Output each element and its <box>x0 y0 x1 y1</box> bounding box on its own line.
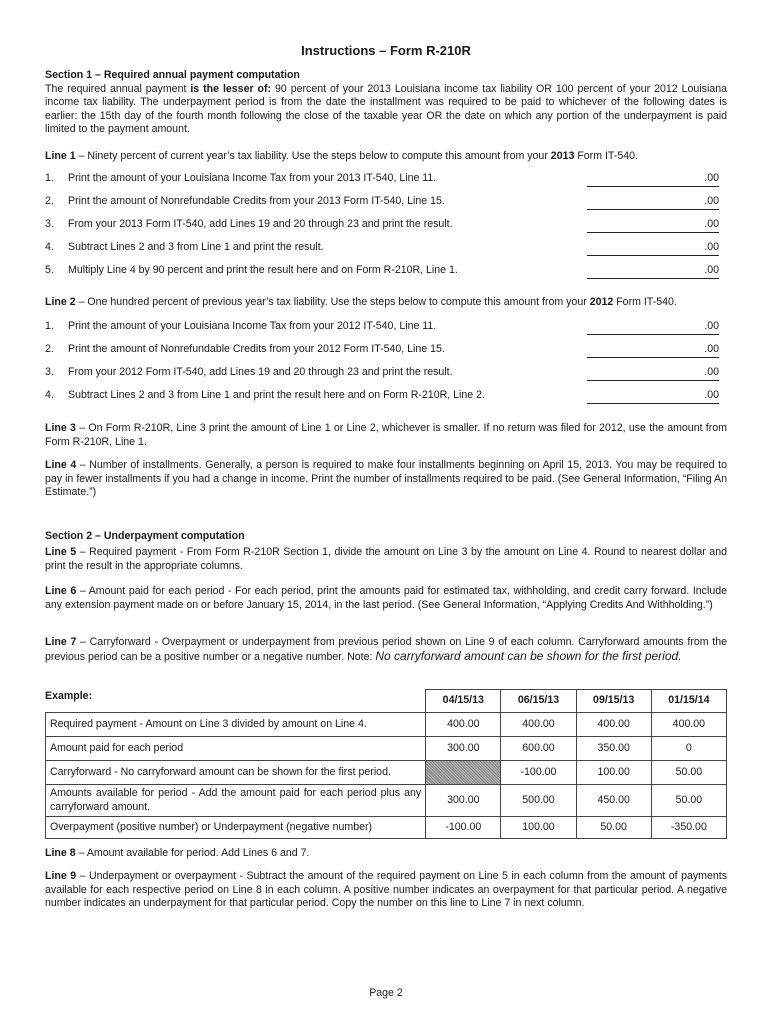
column-header: 09/15/13 <box>576 690 651 713</box>
amount-field[interactable]: .00 <box>587 195 719 210</box>
table-cell: 450.00 <box>576 785 651 817</box>
table-header-row <box>46 690 727 713</box>
example-table <box>45 689 727 839</box>
table-row <box>46 737 727 761</box>
page-number: Page 2 <box>369 987 403 999</box>
section2-heading: Section 2 – Underpayment computation <box>45 530 245 542</box>
line1-intro: Line 1 – Ninety percent of current year’s tax liability. Use the steps below to compute this amount from your 2013 Form IT-540. <box>45 150 638 162</box>
line2-step: 2. Print the amount of Nonrefundable Credits from your 2012 Form IT-540, Line 15. .00 <box>45 343 727 357</box>
line7-paragraph: Line 7 – Carryforward - Overpayment or underpayment from previous period shown on Line 9 of each column. Carryforward amounts from the previous period can be a positive number or a negative number. Note: No carryforward amount can be shown for the first period. <box>45 636 727 663</box>
table-row <box>46 785 727 817</box>
amount-field[interactable]: .00 <box>587 320 719 335</box>
page-title: Instructions – Form R-210R <box>301 43 471 58</box>
table-cell: 400.00 <box>426 713 501 737</box>
table-cell: 500.00 <box>501 785 576 817</box>
table-cell: 50.00 <box>651 761 726 785</box>
table-cell: 400.00 <box>501 713 576 737</box>
line1-step: 4. Subtract Lines 2 and 3 from Line 1 and print the result. .00 <box>45 241 727 255</box>
amount-field[interactable]: .00 <box>587 366 719 381</box>
table-cell: -350.00 <box>651 817 726 839</box>
section1-paragraph: The required annual payment is the lesser of: 90 percent of your 2013 Louisiana income tax liability OR 100 percent of your 2012 Louisiana income tax liability. The underpayment period is from the date the installment was required to be paid to whichever of the following dates is earlier: the 15th day of the fourth month following the close of the taxable year OR the date on which any portion of the underpayment is paid limited to the payment amount. <box>45 82 727 136</box>
row-description: Required payment - Amount on Line 3 divided by amount on Line 4. <box>46 713 426 737</box>
example-label: Example: <box>45 690 93 702</box>
table-cell: 300.00 <box>426 785 501 817</box>
table-cell: -100.00 <box>501 761 576 785</box>
amount-field[interactable]: .00 <box>587 343 719 358</box>
section1-heading: Section 1 – Required annual payment computation <box>45 69 300 81</box>
amount-field[interactable]: .00 <box>587 218 719 233</box>
table-cell: 350.00 <box>576 737 651 761</box>
table-cell: 400.00 <box>651 713 726 737</box>
table-cell: 400.00 <box>576 713 651 737</box>
shaded-cell <box>426 761 501 785</box>
table-row <box>46 817 727 839</box>
table-row <box>46 761 727 785</box>
row-description: Amount paid for each period <box>46 737 426 761</box>
table-cell: 300.00 <box>426 737 501 761</box>
column-header: 06/15/13 <box>501 690 576 713</box>
line5-paragraph: Line 5 – Required payment - From Form R-210R Section 1, divide the amount on Line 3 by the amount on Line 4. Round to nearest dollar and print the result in the appropriate columns. <box>45 546 727 572</box>
line2-step: 3. From your 2012 Form IT-540, add Lines 19 and 20 through 23 and print the result. .00 <box>45 366 727 380</box>
amount-field[interactable]: .00 <box>587 264 719 279</box>
line3-paragraph: Line 3 – On Form R-210R, Line 3 print the amount of Line 1 or Line 2, whichever is smaller. If no return was filed for 2012, use the amount from Form R-210R, Line 1. <box>45 422 727 448</box>
amount-field[interactable]: .00 <box>587 241 719 256</box>
amount-field[interactable]: .00 <box>587 389 719 404</box>
table-cell: -100.00 <box>426 817 501 839</box>
line1-step: 5. Multiply Line 4 by 90 percent and print the result here and on Form R-210R, Line 1. .00 <box>45 264 727 278</box>
section1-block <box>45 69 727 137</box>
line8-paragraph: Line 8 – Amount available for period. Add Lines 6 and 7. <box>45 847 310 859</box>
table-cell: 100.00 <box>576 761 651 785</box>
line1-step: 2. Print the amount of Nonrefundable Credits from your 2013 Form IT-540, Line 15. .00 <box>45 195 727 209</box>
column-header: 04/15/13 <box>426 690 501 713</box>
table-cell: 0 <box>651 737 726 761</box>
table-cell: 50.00 <box>651 785 726 817</box>
table-row <box>46 713 727 737</box>
line2-step: 1. Print the amount of your Louisiana Income Tax from your 2012 IT-540, Line 11. .00 <box>45 320 727 334</box>
row-description: Amounts available for period - Add the amount paid for each period plus any carryforward amount. <box>46 785 426 817</box>
amount-field[interactable]: .00 <box>587 172 719 187</box>
table-cell: 50.00 <box>576 817 651 839</box>
row-description: Overpayment (positive number) or Underpayment (negative number) <box>46 817 426 839</box>
table-cell: 600.00 <box>501 737 576 761</box>
row-description: Carryforward - No carryforward amount can be shown for the first period. <box>46 761 426 785</box>
line2-intro: Line 2 – One hundred percent of previous year’s tax liability. Use the steps below to compute this amount from your 2012 Form IT-540. <box>45 296 677 308</box>
line2-step: 4. Subtract Lines 2 and 3 from Line 1 and print the result here and on Form R-210R, Line 2. .00 <box>45 389 727 403</box>
line9-paragraph: Line 9 – Underpayment or overpayment - Subtract the amount of the required payment on Line 5 in each column from the amount of payments available for each respective period on Line 8 in each column. A positive number indicates an overpayment for that particular period. A negative number indicates an underpayment for that particular period. Copy the number on this line to Line 7 in next column. <box>45 870 727 910</box>
line1-step: 3. From your 2013 Form IT-540, add Lines 19 and 20 through 23 and print the result. .00 <box>45 218 727 232</box>
column-header: 01/15/14 <box>651 690 726 713</box>
line4-paragraph: Line 4 – Number of installments. Generally, a person is required to make four installments beginning on April 15, 2013. You may be required to pay in fewer installments if you had a change in income. Print the number of installments required to be paid. (See General Information, “Filing An Estimate.”) <box>45 459 727 499</box>
line1-step: 1. Print the amount of your Louisiana Income Tax from your 2013 IT-540, Line 11. .00 <box>45 172 727 186</box>
table-cell: 100.00 <box>501 817 576 839</box>
line6-paragraph: Line 6 – Amount paid for each period - For each period, print the amounts paid for estimated tax, withholding, and credit carry forward. Include any extension payment made on or before January 15, 2014, in the last period. (See General Information, “Applying Credits And Withholding.”) <box>45 585 727 611</box>
